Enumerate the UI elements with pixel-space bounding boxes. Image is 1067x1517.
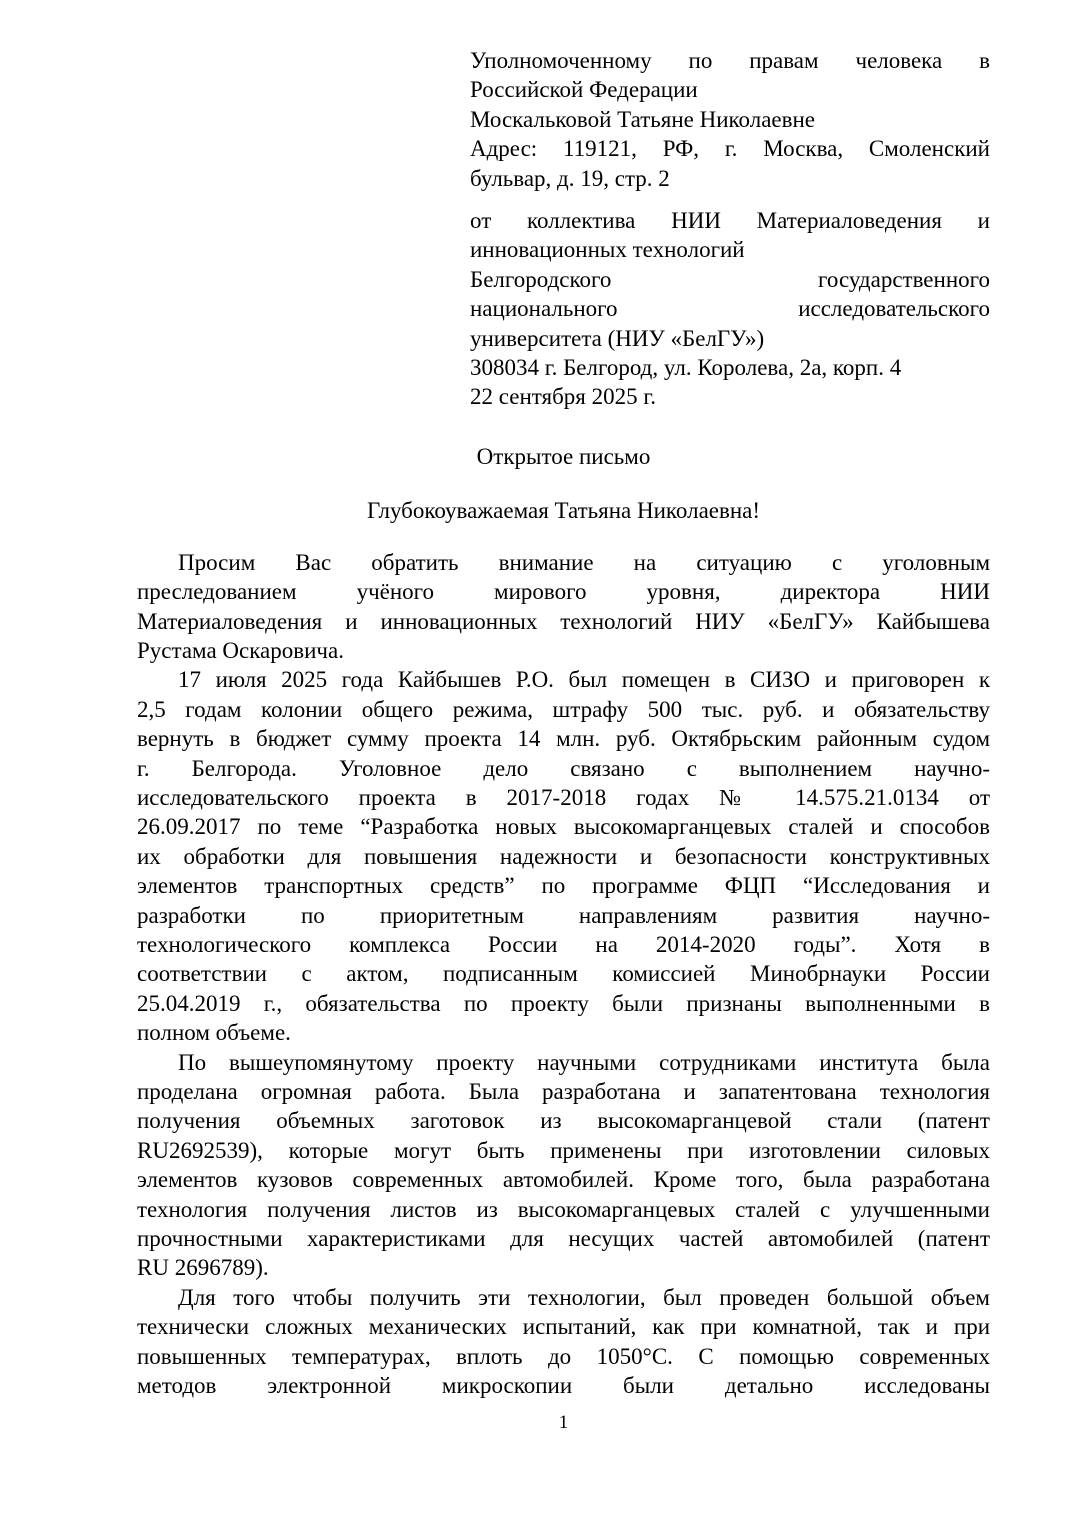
text-line: университета (НИУ «БелГУ»)	[470, 325, 765, 351]
letter-title: Открытое письмо	[476, 443, 651, 469]
text-line: 25.04.2019 г., обязательства по проекту были признаны выполненными в	[137, 990, 990, 1016]
body-paragraph-2	[137, 665, 990, 1047]
text-line: их обработки для повышения надежности и безопасности конструктивных	[137, 843, 990, 869]
text-line: Адрес: 119121, РФ, г. Москва, Смоленский	[470, 136, 990, 162]
text-line: соответствии с актом, подписанным комиссией Минобрнауки России	[137, 961, 990, 987]
text-line: элементов кузовов современных автомобилей. Кроме того, была разработана	[137, 1167, 990, 1193]
text-line: 2,5 годам колонии общего режима, штрафу 500 тыс. руб. и обязательству	[137, 696, 990, 722]
text-line: 17 июля 2025 года Кайбышев Р.О. был помещен в СИЗО и приговорен к	[178, 667, 990, 693]
text-line: бульвар, д. 19, стр. 2	[470, 165, 670, 191]
text-line: Рустама Оскаровича.	[137, 637, 344, 663]
text-line: технологического комплекса России на 2014-2020 годы”. Хотя в	[137, 931, 990, 957]
body-paragraph-1	[137, 548, 990, 666]
text-line: RU 2696789).	[137, 1255, 269, 1281]
text-line: прочностными характеристиками для несущих частей автомобилей (патент	[137, 1226, 990, 1252]
text-line: Российской Федерации	[470, 77, 698, 103]
text-line: RU2692539), которые могут быть применены при изготовлении силовых	[137, 1137, 990, 1163]
text-line: Материаловедения и инновационных технологий НИУ «БелГУ» Кайбышева	[137, 608, 990, 634]
text-line: преследованием учёного мирового уровня, директора НИИ	[137, 579, 990, 605]
letter-content	[137, 46, 990, 1438]
text-line: элементов транспортных средств” по программе ФЦП “Исследования и	[137, 873, 990, 899]
text-line: полном объеме.	[137, 1020, 291, 1046]
text-line: Уполномоченному по правам человека в	[470, 48, 990, 73]
body-paragraph-4	[137, 1283, 990, 1401]
text-line: инновационных технологий	[470, 237, 745, 263]
text-line: проделана огромная работа. Была разработана и запатентована технология	[137, 1079, 990, 1104]
text-line: 26.09.2017 по теме “Разработка новых высокомарганцевых сталей и способов	[137, 814, 990, 840]
text-line: вернуть в бюджет сумму проекта 14 млн. руб. Октябрьским районным судом	[137, 726, 990, 752]
text-line: методов электронной микроскопии были детально исследованы	[137, 1373, 990, 1399]
text-line: 22 сентября 2025 г.	[470, 384, 656, 410]
text-line: национального исследовательского	[470, 296, 990, 322]
text-line: Белгородского государственного	[470, 266, 990, 292]
text-line: технически сложных механических испытаний, как при комнатной, так и при	[137, 1314, 990, 1340]
text-line: разработки по приоритетным направлениям развития научно-	[137, 902, 990, 928]
page-number: 1	[558, 1412, 569, 1434]
text-line: получения объемных заготовок из высокомарганцевой стали (патент	[137, 1108, 990, 1134]
recipient-block	[470, 46, 990, 193]
body-paragraph-3	[137, 1048, 990, 1283]
text-line: технология получения листов из высокомарганцевых сталей с улучшенными	[137, 1196, 990, 1222]
text-line: г. Белгорода. Уголовное дело связано с выполнением научно-	[137, 755, 990, 781]
text-line: повышенных температурах, вплоть до 1050°C. С помощью современных	[137, 1343, 990, 1369]
sender-block	[470, 206, 990, 412]
text-line: Москальковой Татьяне Николаевне	[470, 106, 815, 132]
text-line: 308034 г. Белгород, ул. Королева, 2а, корп. 4	[470, 355, 902, 381]
text-line: от коллектива НИИ Материаловедения и	[470, 208, 990, 234]
text-line: Просим Вас обратить внимание на ситуацию с уголовным	[178, 549, 990, 575]
salutation-line: Глубокоуважаемая Татьяна Николаевна!	[366, 498, 761, 524]
text-line: исследовательского проекта в 2017-2018 годах № 14.575.21.0134 от	[137, 784, 990, 810]
text-line: По вышеупомянутому проекту научными сотрудниками института была	[178, 1049, 990, 1075]
text-line: Для того чтобы получить эти технологии, был проведен большой объем	[178, 1284, 990, 1310]
